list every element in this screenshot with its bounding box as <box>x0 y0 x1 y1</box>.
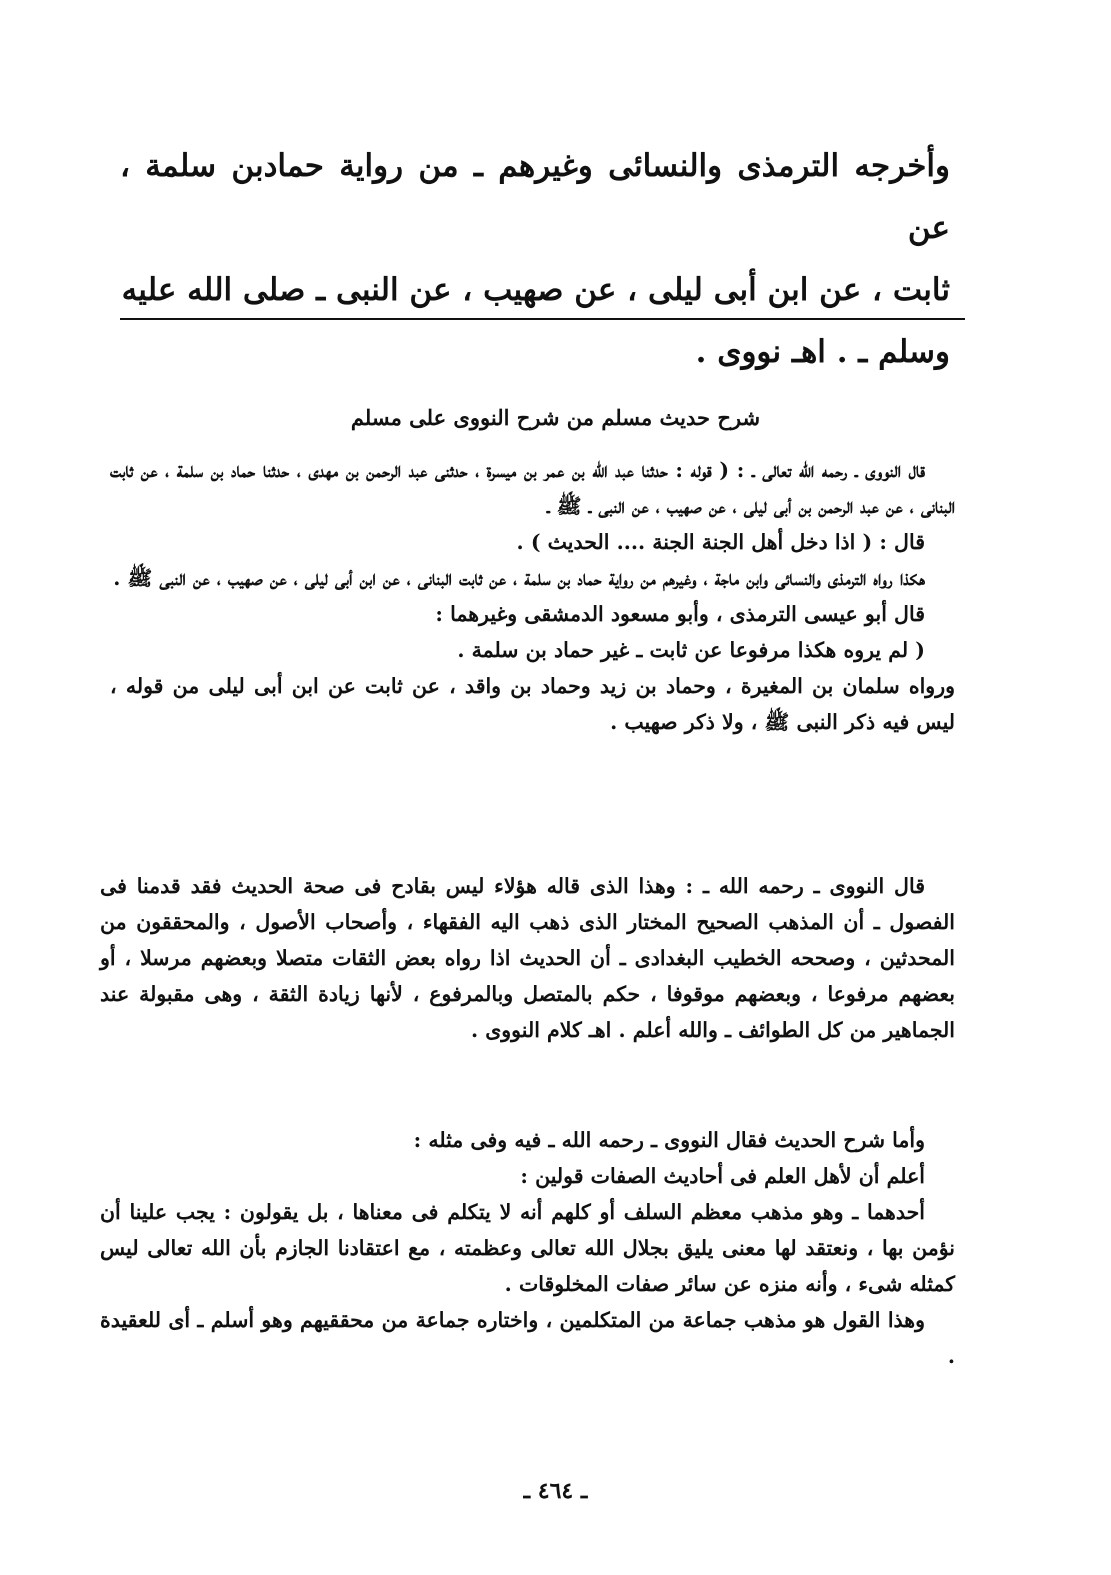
paragraph: قال : ( اذا دخل أهل الجنة الجنة .... الحديث ) . <box>516 530 925 554</box>
paragraph: قال النووى ـ رحمه الله ـ : وهذا الذى قاله هؤلاء ليس بقادح فى صحة الحديث فقد قدمنا فى الفصول ـ أن المذهب الصحيح المختار الذى ذهب اليه الفقهاء ، وأصحاب الأصول ، والمحققون من المحدثين ، وصححه الخطيب البغدادى ـ أن الحديث اذا رواه بعض الثقات متصلا وبعضهم مرسلا ، أو بعضهم مرفوعا ، وبعضهم موقوفا ، حكم بالمتصل وبالمرفوع ، لأنها زيادة الثقة ، وهى مقبولة عند الجماهير من كل الطوائف ـ والله أعلم . اهـ كلام النووى . <box>100 874 955 1042</box>
paragraph: أعلم أن لأهل العلم فى أحاديث الصفات قولين : <box>520 1164 925 1188</box>
footnote-line: ثابت ، عن ابن أبى ليلى ، عن صهيب ، عن النبى ـ صلى الله عليه <box>121 272 950 308</box>
paragraph: قال النووى ـ رحمه الله تعالى ـ : ( قوله : حدثنا عبد الله بن عمر بن ميسرة ، حدثنى عبد الرحمن بن مهدى ، حدثنا حماد بن سلمة ، عن ثابت البنانى ، عن عبد الرحمن بن أبى ليلى ، عن صهيب ، عن النبى ـ ﷺ ـ <box>110 458 955 518</box>
footnote-text <box>120 135 950 383</box>
footnote-divider <box>120 318 965 320</box>
paragraph: ( لم يروه هكذا مرفوعا عن ثابت ـ غير حماد بن سلمة . <box>457 638 925 662</box>
page-number: ـ ٤٦٤ ـ <box>523 1478 588 1504</box>
hadith-commentary-block <box>110 452 955 740</box>
paragraph: وهذا القول هو مذهب جماعة من المتكلمين ، واختاره جماعة من محققيهم وهو أسلم ـ أى للعقيدة . <box>100 1308 955 1368</box>
paragraph: أحدهما ـ وهو مذهب معظم السلف أو كلهم أنه لا يتكلم فى معناها ، بل يقولون : يجب علينا أن نؤمن بها ، ونعتقد لها معنى يليق بجلال الله تعالى وعظمته ، مع اعتقادنا الجازم بأن الله تعالى ليس كمثله شىء ، وأنه منزه عن سائر صفات المخلوقات . <box>100 1200 955 1296</box>
footnote-line: وسلم ـ . اهـ نووى . <box>695 334 950 370</box>
paragraph: هكذا رواه الترمذى والنسائى وابن ماجة ، وغيرهم من رواية حماد بن سلمة ، عن ثابت البنانى ، عن ابن أبى ليلى ، عن صهيب ، عن النبى ﷺ . <box>113 566 925 590</box>
nawawi-comment-block <box>100 868 955 1048</box>
paragraph: ورواه سلمان بن المغيرة ، وحماد بن زيد وحماد بن واقد ، عن ثابت عن ابن أبى ليلى من قوله ، ليس فيه ذكر النبى ﷺ ، ولا ذكر صهيب . <box>110 674 955 734</box>
section-title: شرح حديث مسلم من شرح النووى على مسلم <box>350 405 761 430</box>
hadith-explanation-block <box>100 1122 955 1374</box>
paragraph: قال أبو عيسى الترمذى ، وأبو مسعود الدمشقى وغيرهما : <box>435 602 925 626</box>
paragraph: وأما شرح الحديث فقال النووى ـ رحمه الله ـ فيه وفى مثله : <box>413 1128 925 1152</box>
footnote-line: وأخرجه الترمذى والنسائى وغيرهم ـ من رواية حمادبن سلمة ، عن <box>120 148 950 246</box>
